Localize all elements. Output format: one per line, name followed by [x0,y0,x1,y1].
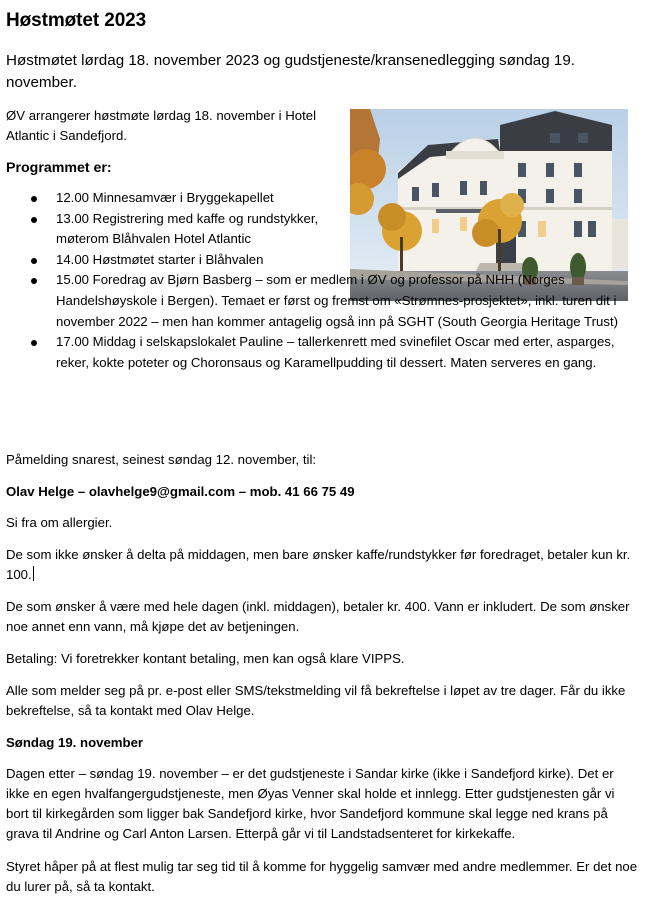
program-heading: Programmet er: [6,160,112,176]
program-list [6,188,646,373]
sunday-heading: Søndag 19. november [6,735,144,750]
contact-line: Olav Helge – olavhelge9@gmail.com – mob. 41 66 75 49 [6,484,355,499]
lead-paragraph: Høstmøtet lørdag 18. november 2023 og gudstjeneste/kransenedlegging søndag 19. november. [6,52,576,91]
program-item: 14.00 Høstmøtet starter i Blåhvalen [6,250,346,271]
allergies-paragraph: Si fra om allergier. [6,515,113,530]
text-cursor [33,566,34,581]
bullet-icon [31,278,37,284]
bullet-icon [31,196,37,202]
program-item: 15.00 Foredrag av Bjørn Basberg – som er medlem i ØV og professor på NHH (Norges Handelshøyskole i Bergen). Temaet er først og fremst om «Strømnes-prosjektet», inkl. turen dit i november 2022 – men han kommer antagelig også inn på SGHT (South Georgia Heritage Trust) [6,270,646,332]
sunday-paragraph: Dagen etter – søndag 19. november – er det gudstjeneste i Sandar kirke (ikke i Sandefjord kirke). Det er ikke en egen hvalfangergudstjeneste, men Øyas Venner skal holde et innlegg. Etter gudstjenesten går vi bort til kirkegården som ligger bak Sandefjord kirke, hvor Sandefjord kommune skal legge ned krans på grava til Andrine og Carl Anton Larsen. Etterpå går vi til Landstadsenteret for kirkekaffe. [6,766,615,841]
bullet-icon [31,258,37,264]
coffee-only-paragraph: De som ikke ønsker å delta på middagen, men bare ønsker kaffe/rundstykker før foredraget, betaler kun kr. 100. [6,547,631,582]
confirmation-paragraph: Alle som melder seg på pr. e-post eller SMS/tekstmelding vil få bekreftelse i løpet av tre dager. Får du ikke bekreftelse, så ta kontakt med Olav Helge. [6,683,626,718]
signup-paragraph: Påmelding snarest, seinest søndag 12. november, til: [6,452,317,467]
closing-paragraph: Styret håper på at flest mulig tar seg tid til å komme for hyggelig samvær med andre medlemmer. Er det noe du lurer på, så ta kontakt. [6,859,638,894]
program-item: 13.00 Registrering med kaffe og rundstykker, møterom Blåhvalen Hotel Atlantic [6,209,346,250]
program-item: 12.00 Minnesamvær i Bryggekapellet [6,188,346,209]
bullet-icon [31,340,37,346]
program-item: 17.00 Middag i selskapslokalet Pauline – tallerkenrett med svinefilet Oscar med erter, asparges, reker, kokte poteter og Choronsaus og Karamellpudding til dessert. Maten serveres en gang. [6,332,646,373]
payment-paragraph: Betaling: Vi foretrekker kontant betaling, men kan også klare VIPPS. [6,651,405,666]
intro-paragraph: ØV arrangerer høstmøte lørdag 18. november i Hotel Atlantic i Sandefjord. [6,108,317,143]
bullet-icon [31,217,37,223]
document-title: Høstmøtet 2023 [6,10,147,31]
full-day-paragraph: De som ønsker å være med hele dagen (inkl. middagen), betaler kr. 400. Vann er inkludert. De som ønsker noe annet enn vann, må kjøpe det av betjeningen. [6,599,630,634]
